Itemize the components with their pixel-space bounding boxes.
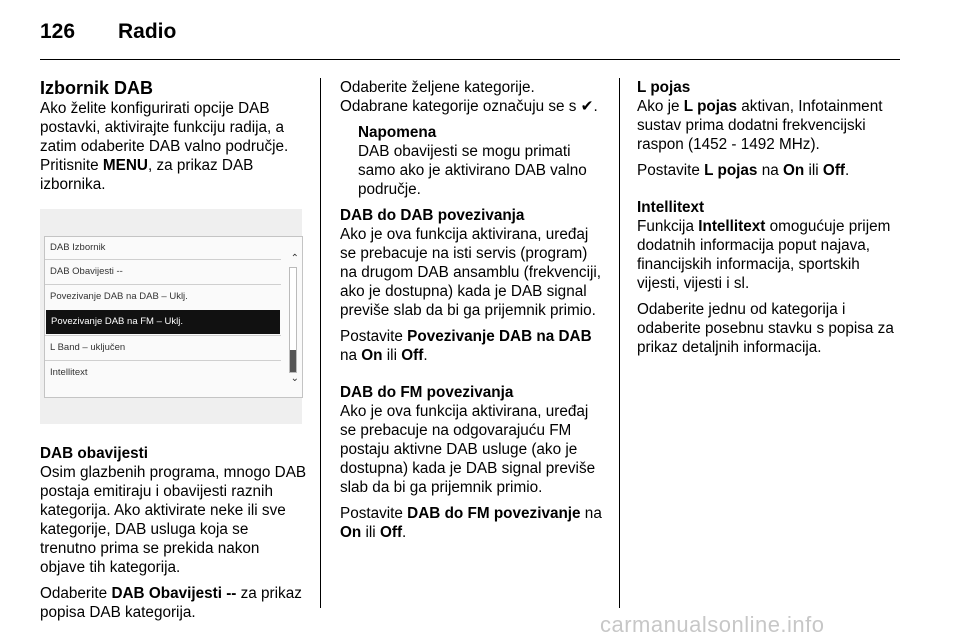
heading-dab-menu: Izbornik DAB bbox=[40, 78, 154, 98]
text: za prikaz popisa DAB kategorija. bbox=[40, 585, 302, 621]
scrollbar-thumb bbox=[290, 350, 296, 372]
l-band-setting bbox=[637, 161, 903, 180]
text: ili bbox=[804, 162, 823, 179]
text: Odaberite bbox=[40, 585, 112, 602]
dab-to-dab-paragraph: Ako je ova funkcija aktivirana, uređaj se prebacuje na isti servis (program) na drugom DAB ansamblu (frekvenciji, ako je dostupna) kada je DAB signal previše slab da bi ga prijemnik primio. bbox=[340, 226, 602, 319]
select-notices-paragraph bbox=[40, 584, 308, 622]
note-text: DAB obavijesti se mogu primati samo ako je aktivirano DAB valno područje. bbox=[358, 143, 587, 198]
text: aktivan, Infotainment sustav prima dodatni frekvencijski raspon (1452 - 1492 MHz). bbox=[637, 98, 883, 153]
scrollbar bbox=[289, 267, 297, 373]
item-label: Intellitext bbox=[50, 367, 88, 378]
text: Postavite bbox=[637, 162, 705, 179]
screen-item-dab-to-fm-selected bbox=[46, 310, 280, 334]
screen-title: DAB Izbornik bbox=[50, 242, 106, 253]
intro-paragraph bbox=[40, 99, 308, 194]
off-label: Off bbox=[401, 347, 424, 364]
heading-l-band: L pojas bbox=[637, 79, 691, 96]
watermark: carmanualsonline.info bbox=[600, 612, 825, 637]
dab-to-fm-setting bbox=[340, 504, 602, 542]
on-label: On bbox=[782, 162, 805, 179]
text: na bbox=[340, 347, 362, 364]
text: Funkcija bbox=[637, 218, 699, 235]
text: Ako želite konfigurirati opcije DAB postavki, aktivirajte funkciju radija, a zatim odaberite DAB valno područje. Pritisnite bbox=[40, 100, 289, 174]
option-label: DAB do FM povezivanje bbox=[407, 505, 581, 522]
option-label: L pojas bbox=[683, 98, 738, 115]
text: . bbox=[402, 524, 407, 541]
text: omogućuje prijem dodatnih informacija poput najava, financijskih informacija, sportskih vijesti, vijesti i sl. bbox=[637, 218, 891, 292]
column-3 bbox=[637, 78, 903, 364]
dab-to-fm-paragraph: Ako je ova funkcija aktivirana, uređaj se prebacuje na odgovarajuću FM postaju aktivne DAB usluge (ako je dostupna) kada je DAB signal previše slab da bi ga prijemnik primio. bbox=[340, 403, 596, 496]
chevron-up-icon: ⌃ bbox=[290, 253, 299, 264]
dab-menu-display bbox=[44, 236, 303, 398]
page-number: 126 bbox=[40, 20, 76, 43]
l-band-paragraph bbox=[637, 97, 903, 154]
screen-item-intellitext bbox=[45, 360, 281, 385]
column-divider bbox=[619, 78, 620, 608]
screen-item-l-band bbox=[45, 335, 281, 360]
item-label: Povezivanje DAB na FM – Uklj. bbox=[51, 316, 183, 327]
screen-item-dab-notices bbox=[45, 259, 281, 284]
text: na bbox=[580, 505, 602, 522]
item-label: L Band – uključen bbox=[50, 342, 126, 353]
heading-dab-to-fm: DAB do FM povezivanja bbox=[340, 384, 514, 401]
menu-key-label: MENU bbox=[102, 157, 148, 174]
dab-notices-paragraph: Osim glazbenih programa, mnogo DAB postaja emitiraju i obavijesti raznih kategorija. Ako aktivirate neke ili sve kategorije, DAB usluga koja se trenutno prima se prekida nakon objave tih kategorija. bbox=[40, 464, 307, 576]
dab-menu-screenshot bbox=[40, 209, 302, 424]
text: Postavite bbox=[340, 328, 408, 345]
off-label: Off bbox=[379, 524, 403, 541]
option-label: DAB Obavijesti -- bbox=[111, 585, 237, 602]
off-label: Off bbox=[822, 162, 846, 179]
text: na bbox=[757, 162, 783, 179]
text: Postavite bbox=[340, 505, 408, 522]
text: ili bbox=[361, 524, 380, 541]
select-categories-paragraph: Odaberite željene kategorije. Odabrane kategorije označuju se s ✔. bbox=[340, 79, 598, 115]
on-label: On bbox=[340, 524, 362, 541]
note-title: Napomena bbox=[358, 124, 437, 141]
text: . bbox=[845, 162, 850, 179]
note-box bbox=[358, 123, 602, 199]
option-label: Povezivanje DAB na DAB bbox=[407, 328, 592, 345]
header-rule bbox=[40, 59, 900, 60]
intellitext-paragraph bbox=[637, 217, 903, 293]
screen-item-dab-to-dab bbox=[45, 284, 281, 309]
text: Ako je bbox=[637, 98, 684, 115]
column-2 bbox=[340, 78, 602, 549]
text: . bbox=[423, 347, 428, 364]
text: , za prikaz DAB izbornika. bbox=[40, 157, 254, 193]
page-header bbox=[40, 20, 176, 44]
item-label: DAB Obavijesti -- bbox=[50, 266, 123, 277]
item-label: Povezivanje DAB na DAB – Uklj. bbox=[50, 291, 188, 302]
dab-to-dab-setting bbox=[340, 327, 602, 365]
option-label: Intellitext bbox=[698, 218, 766, 235]
heading-dab-to-dab: DAB do DAB povezivanja bbox=[340, 207, 525, 224]
section-title: Radio bbox=[118, 20, 177, 43]
heading-intellitext: Intellitext bbox=[637, 199, 705, 216]
heading-dab-notices: DAB obavijesti bbox=[40, 445, 148, 462]
on-label: On bbox=[361, 347, 383, 364]
intellitext-select-paragraph: Odaberite jednu od kategorija i odaberite posebnu stavku s popisa za prikaz detaljnih informacija. bbox=[637, 301, 894, 356]
option-label: L pojas bbox=[704, 162, 758, 179]
column-1 bbox=[40, 78, 308, 629]
column-divider bbox=[320, 78, 321, 608]
text: ili bbox=[382, 347, 402, 364]
chevron-down-icon: ⌄ bbox=[290, 373, 299, 384]
